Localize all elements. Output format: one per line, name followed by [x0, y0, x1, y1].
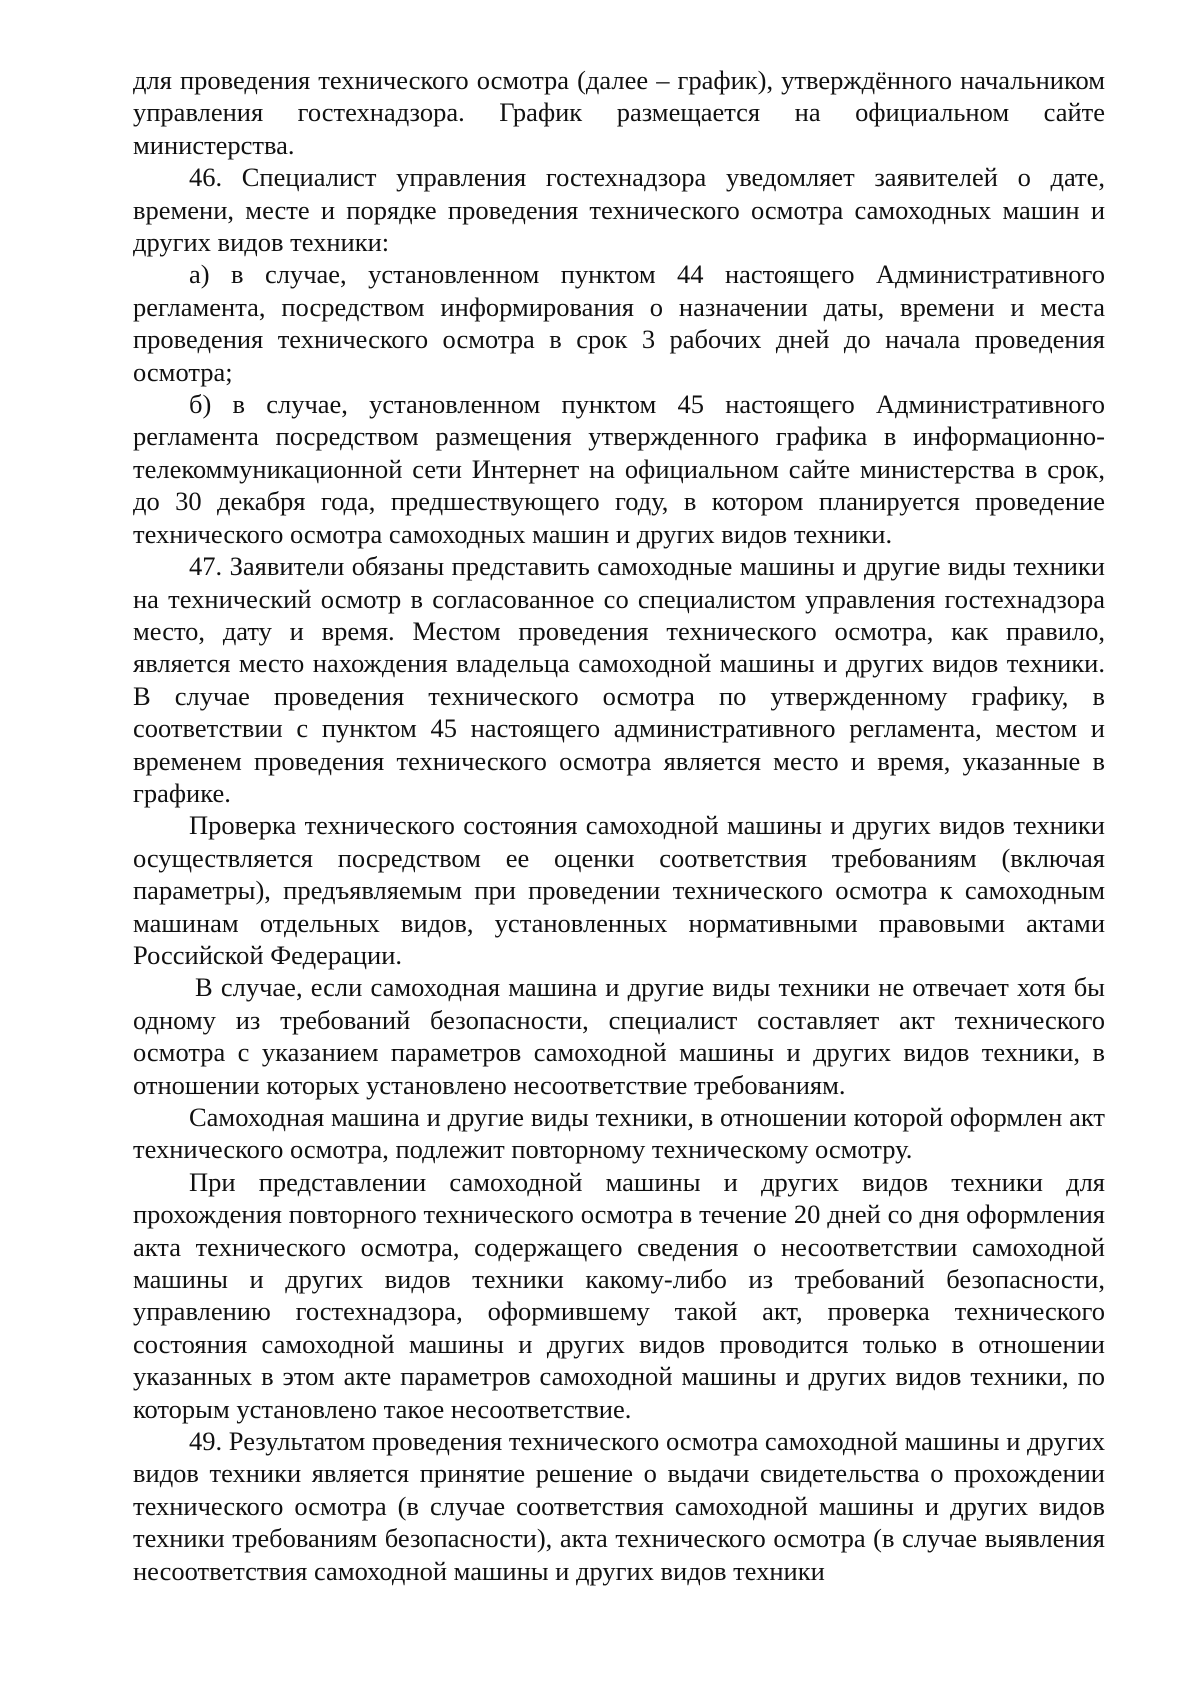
document-body: [133, 64, 1105, 1587]
paragraph-47: 47. Заявители обязаны представить самоходные машины и другие виды техники на технический осмотр в согласованное со специалистом управления гостехнадзора место, дату и время. Местом проведения технического осмотра, как правило, является место нахождения владельца самоходной машины и других видов техники. В случае проведения технического осмотра по утвержденному графику, в соответствии с пунктом 45 настоящего административного регламента, местом и временем проведения технического осмотра является место и время, указанные в графике.: [133, 551, 1105, 808]
paragraph-noncompliance: В случае, если самоходная машина и другие виды техники не отвечает хотя бы одному из требований безопасности, специалист составляет акт технического осмотра с указанием параметров самоходной машины и других видов техники, в отношении которых установлено несоответствие требованиям.: [133, 972, 1105, 1100]
paragraph-49: 49. Результатом проведения технического осмотра самоходной машины и других видов техники является принятие решение о выдачи свидетельства о прохождении технического осмотра (в случае соответствия самоходной машины и других видов техники требованиям безопасности), акта технического осмотра (в случае выявления несоответствия самоходной машины и других видов техники: [133, 1426, 1105, 1586]
paragraph-46-b: б) в случае, установленном пунктом 45 настоящего Административного регламента посредством размещения утвержденного графика в информационно-телекоммуникационной сети Интернет на официальном сайте министерства в срок, до 30 декабря года, предшествующего году, в котором планируется проведение технического осмотра самоходных машин и других видов техники.: [133, 389, 1105, 549]
paragraph-repeat-inspection: Самоходная машина и другие виды техники, в отношении которой оформлен акт технического осмотра, подлежит повторному техническому осмотру.: [133, 1102, 1105, 1165]
paragraph-schedule-continuation: для проведения технического осмотра (далее – график), утверждённого начальником управления гостехнадзора. График размещается на официальном сайте министерства.: [133, 65, 1105, 160]
paragraph-inspection-check: Проверка технического состояния самоходной машины и других видов техники осуществляется посредством ее оценки соответствия требованиям (включая параметры), предъявляемым при проведении технического осмотра к самоходным машинам отдельных видов, установленных нормативными правовыми актами Российской Федерации.: [133, 810, 1105, 970]
paragraph-46-a: а) в случае, установленном пунктом 44 настоящего Административного регламента, посредством информирования о назначении даты, времени и места проведения технического осмотра в срок 3 рабочих дней до начала проведения осмотра;: [133, 259, 1105, 387]
paragraph-repeat-procedure: При представлении самоходной машины и других видов техники для прохождения повторного технического осмотра в течение 20 дней со дня оформления акта технического осмотра, содержащего сведения о несоответствии самоходной машины и других видов техники какому-либо из требований безопасности, управлению гостехнадзора, оформившему такой акт, проверка технического состояния самоходной машины и других видов проводится только в отношении указанных в этом акте параметров самоходной машины и других видов техники, по которым установлено такое несоответствие.: [133, 1166, 1105, 1424]
paragraph-46: 46. Специалист управления гостехнадзора уведомляет заявителей о дате, времени, месте и порядке проведения технического осмотра самоходных машин и других видов техники:: [133, 162, 1105, 258]
